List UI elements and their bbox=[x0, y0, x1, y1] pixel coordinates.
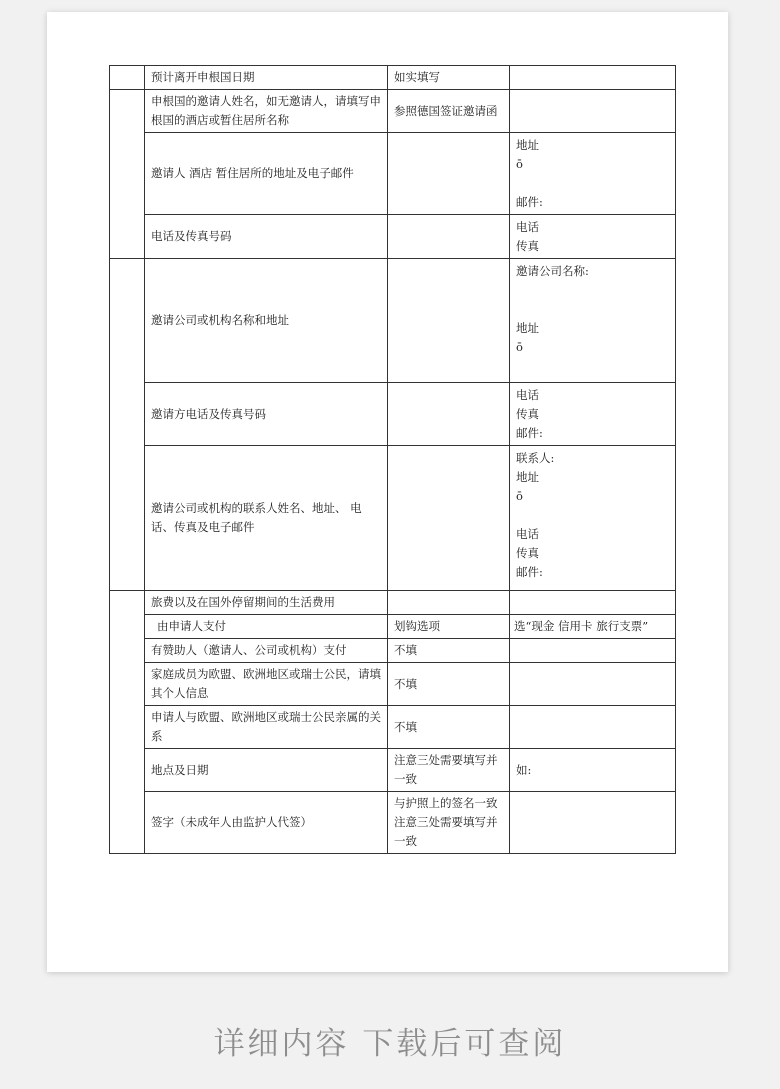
table-row bbox=[110, 639, 676, 663]
notes-cell bbox=[510, 259, 676, 383]
table-row bbox=[110, 383, 676, 446]
note-line: 传真 bbox=[516, 239, 539, 253]
table-row bbox=[110, 90, 676, 133]
table-row bbox=[110, 591, 676, 615]
field-label: 由申请人支付 bbox=[145, 615, 388, 639]
field-label: 地点及日期 bbox=[145, 749, 388, 792]
table-row bbox=[110, 66, 676, 90]
note-line: 电话 bbox=[516, 527, 539, 541]
visa-form-table bbox=[109, 65, 676, 854]
note-line: 传真 bbox=[516, 407, 539, 421]
table-row bbox=[110, 215, 676, 259]
fill-instruction: 不填 bbox=[388, 706, 510, 749]
table-row bbox=[110, 663, 676, 706]
field-label: 有赞助人（邀请人、公司或机构）支付 bbox=[145, 639, 388, 663]
note-line: 电话 bbox=[516, 220, 539, 234]
note-line: 邮件: bbox=[516, 426, 543, 440]
row-number-cell bbox=[110, 591, 145, 854]
row-number-cell bbox=[110, 259, 145, 591]
notes-cell bbox=[510, 792, 676, 854]
fill-instruction: 参照德国签证邀请函 bbox=[388, 90, 510, 133]
note-line: 邮件: bbox=[516, 565, 543, 579]
table-row bbox=[110, 749, 676, 792]
note-line bbox=[516, 506, 669, 525]
fill-instruction: 与护照上的签名一致 注意三处需要填写并一致 bbox=[388, 792, 510, 854]
notes-cell bbox=[510, 639, 676, 663]
note-line: ō bbox=[516, 340, 523, 354]
field-label: 邀请公司或机构名称和地址 bbox=[145, 259, 388, 383]
table-row bbox=[110, 615, 676, 639]
note-line: 地址 bbox=[516, 470, 539, 484]
notes-cell bbox=[510, 133, 676, 215]
download-prompt: 详细内容 下载后可查阅 bbox=[213, 1026, 567, 1062]
note-line bbox=[516, 281, 669, 300]
fill-instruction bbox=[388, 259, 510, 383]
note-line: 联系人: bbox=[516, 451, 555, 465]
field-label: 旅费以及在国外停留期间的生活费用 bbox=[145, 591, 388, 615]
notes-cell bbox=[510, 66, 676, 90]
field-label: 电话及传真号码 bbox=[145, 215, 388, 259]
note-line bbox=[516, 174, 669, 193]
field-label: 邀请人 酒店 暂住居所的地址及电子邮件 bbox=[145, 133, 388, 215]
row-number-cell bbox=[110, 90, 145, 259]
fill-instruction: 划钩选项 bbox=[388, 615, 510, 639]
note-line: 地址 bbox=[516, 138, 539, 152]
field-label: 邀请公司或机构的联系人姓名、地址、 电话、传真及电子邮件 bbox=[145, 446, 388, 591]
table-row bbox=[110, 259, 676, 383]
field-label: 邀请方电话及传真号码 bbox=[145, 383, 388, 446]
fill-instruction bbox=[388, 133, 510, 215]
notes-cell bbox=[510, 215, 676, 259]
fill-instruction: 不填 bbox=[388, 663, 510, 706]
row-number-cell bbox=[110, 66, 145, 90]
field-label: 家庭成员为欧盟、欧洲地区或瑞士公民，请填其个人信息 bbox=[145, 663, 388, 706]
table-row bbox=[110, 792, 676, 854]
fill-instruction: 不填 bbox=[388, 639, 510, 663]
note-line: 电话 bbox=[516, 388, 539, 402]
notes-cell: 如: bbox=[510, 749, 676, 792]
field-label: 预计离开申根国日期 bbox=[145, 66, 388, 90]
fill-instruction bbox=[388, 215, 510, 259]
fill-instruction bbox=[388, 383, 510, 446]
notes-cell bbox=[510, 706, 676, 749]
table-row bbox=[110, 446, 676, 591]
fill-instruction bbox=[388, 591, 510, 615]
note-line: 邀请公司名称: bbox=[516, 264, 589, 278]
note-line: ō bbox=[516, 157, 523, 171]
field-label: 签字（未成年人由监护人代签） bbox=[145, 792, 388, 854]
notes-cell bbox=[510, 446, 676, 591]
note-line bbox=[516, 300, 669, 319]
field-label: 申根国的邀请人姓名，如无邀请人，请填写申根国的酒店或暂住居所名称 bbox=[145, 90, 388, 133]
notes-cell: 选“现金 信用卡 旅行支票” bbox=[510, 615, 676, 639]
fill-instruction bbox=[388, 446, 510, 591]
notes-cell bbox=[510, 90, 676, 133]
note-line: 传真 bbox=[516, 546, 539, 560]
notes-cell bbox=[510, 383, 676, 446]
note-line: ō bbox=[516, 489, 523, 503]
note-line: 邮件: bbox=[516, 195, 543, 209]
note-line: 地址 bbox=[516, 321, 539, 335]
field-label: 申请人与欧盟、欧洲地区或瑞士公民亲属的关系 bbox=[145, 706, 388, 749]
table-row bbox=[110, 706, 676, 749]
table-row bbox=[110, 133, 676, 215]
document-page bbox=[47, 12, 728, 972]
fill-instruction: 注意三处需要填写并一致 bbox=[388, 749, 510, 792]
notes-cell bbox=[510, 663, 676, 706]
fill-instruction: 如实填写 bbox=[388, 66, 510, 90]
notes-cell bbox=[510, 591, 676, 615]
